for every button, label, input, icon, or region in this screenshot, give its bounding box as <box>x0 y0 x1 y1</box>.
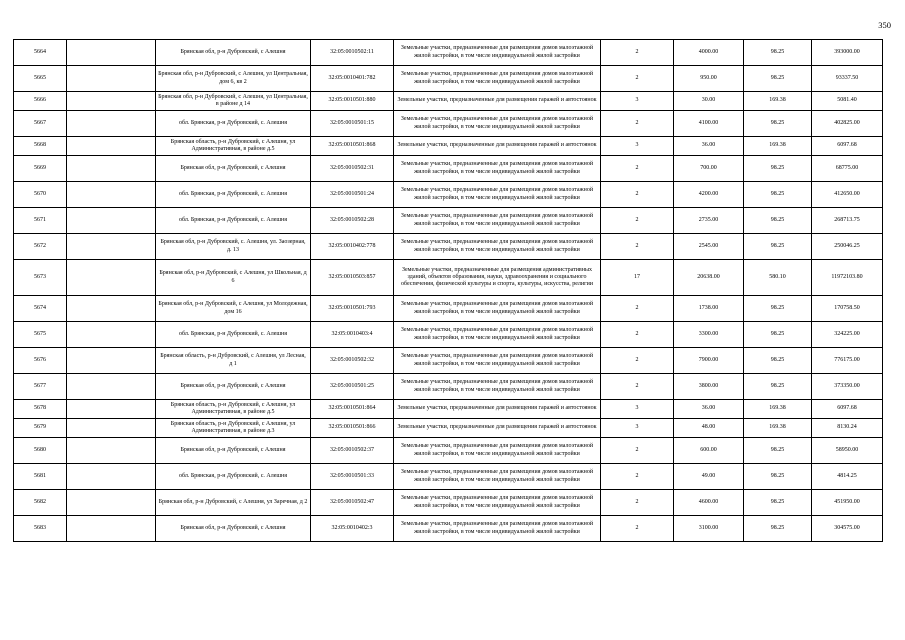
table-row <box>14 322 883 348</box>
area-cell: 7900.00 <box>674 348 744 374</box>
unit-value-cell: 98.25 <box>744 516 812 542</box>
row-number-cell: 5675 <box>14 322 67 348</box>
cadastral-number-cell: 32:05:0010402:3 <box>311 516 394 542</box>
table-row <box>14 111 883 137</box>
land-use-cell: Земельные участки, предназначенные для размещения административных зданий, объектов образования, науки, здравоохранения и социального обеспечения, физической культуры и спорта, культуры, искусства, религии <box>394 260 601 296</box>
group-cell: 17 <box>601 260 674 296</box>
spacer-cell <box>67 40 156 66</box>
cadastral-number-cell: 32:05:0010502:31 <box>311 156 394 182</box>
unit-value-cell: 169.38 <box>744 92 812 111</box>
cadastral-value-cell: 170758.50 <box>812 296 883 322</box>
cadastral-number-cell: 32:05:0010502:11 <box>311 40 394 66</box>
address-cell: обл. Брянская, р-н Дубровский, с. Алешня <box>156 208 311 234</box>
unit-value-cell: 98.25 <box>744 348 812 374</box>
group-cell: 2 <box>601 156 674 182</box>
unit-value-cell: 98.25 <box>744 490 812 516</box>
table-row <box>14 419 883 438</box>
unit-value-cell: 98.25 <box>744 66 812 92</box>
cadastral-value-cell: 93337.50 <box>812 66 883 92</box>
row-number-cell: 5671 <box>14 208 67 234</box>
cadastral-number-cell: 32:05:0010501:864 <box>311 400 394 419</box>
address-cell: Брянская обл, р-н Дубровский, с Алешня, ул Молодежная, дом 16 <box>156 296 311 322</box>
area-cell: 49.00 <box>674 464 744 490</box>
address-cell: обл. Брянская, р-н Дубровский, с. Алешня <box>156 322 311 348</box>
row-number-cell: 5682 <box>14 490 67 516</box>
group-cell: 2 <box>601 374 674 400</box>
page-number: 350 <box>878 20 891 30</box>
cadastral-number-cell: 32:05:0010501:15 <box>311 111 394 137</box>
area-cell: 3300.00 <box>674 322 744 348</box>
table-row <box>14 260 883 296</box>
unit-value-cell: 98.25 <box>744 111 812 137</box>
address-cell: Брянская обл, р-н Дубровский, с Алешня, ул Центральная, дом 6, кв 2 <box>156 66 311 92</box>
row-number-cell: 5679 <box>14 419 67 438</box>
land-use-cell: Земельные участки, предназначенные для размещения домов малоэтажной жилой застройки, в том числе индивидуальной жилой застройки <box>394 182 601 208</box>
area-cell: 600.00 <box>674 438 744 464</box>
address-cell: Брянская обл, р-н Дубровский, с Алешня <box>156 156 311 182</box>
land-use-cell: Земельные участки, предназначенные для размещения домов малоэтажной жилой застройки, в том числе индивидуальной жилой застройки <box>394 438 601 464</box>
cadastral-number-cell: 32:05:0010402:778 <box>311 234 394 260</box>
land-use-cell: Земельные участки, предназначенные для размещения домов малоэтажной жилой застройки, в том числе индивидуальной жилой застройки <box>394 296 601 322</box>
land-use-cell: Земельные участки, предназначенные для размещения гаражей и автостоянок <box>394 400 601 419</box>
land-use-cell: Земельные участки, предназначенные для размещения домов малоэтажной жилой застройки, в том числе индивидуальной жилой застройки <box>394 156 601 182</box>
address-cell: Брянская обл, р-н Дубровский, с. Алешня, ул. Заозерная, д. 13 <box>156 234 311 260</box>
cadastral-number-cell: 32:05:0010501:793 <box>311 296 394 322</box>
area-cell: 48.00 <box>674 419 744 438</box>
land-use-cell: Земельные участки, предназначенные для размещения домов малоэтажной жилой застройки, в том числе индивидуальной жилой застройки <box>394 234 601 260</box>
group-cell: 2 <box>601 348 674 374</box>
row-number-cell: 5683 <box>14 516 67 542</box>
cadastral-value-cell: 402825.00 <box>812 111 883 137</box>
unit-value-cell: 98.25 <box>744 208 812 234</box>
table-body <box>14 40 883 542</box>
cadastral-value-table <box>13 39 883 542</box>
land-use-cell: Земельные участки, предназначенные для размещения домов малоэтажной жилой застройки, в том числе индивидуальной жилой застройки <box>394 464 601 490</box>
spacer-cell <box>67 234 156 260</box>
cadastral-number-cell: 32:05:0010501:868 <box>311 137 394 156</box>
group-cell: 3 <box>601 137 674 156</box>
row-number-cell: 5668 <box>14 137 67 156</box>
cadastral-value-cell: 4814.25 <box>812 464 883 490</box>
cadastral-number-cell: 32:05:0010501:25 <box>311 374 394 400</box>
spacer-cell <box>67 400 156 419</box>
cadastral-number-cell: 32:05:0010503:857 <box>311 260 394 296</box>
area-cell: 2545.00 <box>674 234 744 260</box>
table-row <box>14 182 883 208</box>
cadastral-number-cell: 32:05:0010502:32 <box>311 348 394 374</box>
row-number-cell: 5672 <box>14 234 67 260</box>
area-cell: 3100.00 <box>674 516 744 542</box>
area-cell: 1738.00 <box>674 296 744 322</box>
cadastral-value-cell: 324225.00 <box>812 322 883 348</box>
group-cell: 3 <box>601 419 674 438</box>
table-row <box>14 156 883 182</box>
cadastral-number-cell: 32:05:0010502:47 <box>311 490 394 516</box>
address-cell: Брянская область, р-н Дубровский, с Алешня, ул Административная, в районе д.3 <box>156 419 311 438</box>
group-cell: 3 <box>601 400 674 419</box>
unit-value-cell: 169.38 <box>744 400 812 419</box>
row-number-cell: 5678 <box>14 400 67 419</box>
table-row <box>14 66 883 92</box>
spacer-cell <box>67 490 156 516</box>
spacer-cell <box>67 438 156 464</box>
land-use-cell: Земельные участки, предназначенные для размещения гаражей и автостоянок <box>394 92 601 111</box>
cadastral-value-cell: 11972103.80 <box>812 260 883 296</box>
cadastral-value-cell: 5081.40 <box>812 92 883 111</box>
cadastral-value-cell: 451950.00 <box>812 490 883 516</box>
cadastral-number-cell: 32:05:0010502:28 <box>311 208 394 234</box>
land-use-cell: Земельные участки, предназначенные для размещения домов малоэтажной жилой застройки, в том числе индивидуальной жилой застройки <box>394 348 601 374</box>
spacer-cell <box>67 260 156 296</box>
unit-value-cell: 98.25 <box>744 156 812 182</box>
row-number-cell: 5669 <box>14 156 67 182</box>
unit-value-cell: 98.25 <box>744 234 812 260</box>
land-use-cell: Земельные участки, предназначенные для размещения гаражей и автостоянок <box>394 419 601 438</box>
row-number-cell: 5681 <box>14 464 67 490</box>
area-cell: 30.00 <box>674 92 744 111</box>
table-row <box>14 208 883 234</box>
unit-value-cell: 98.25 <box>744 322 812 348</box>
spacer-cell <box>67 296 156 322</box>
group-cell: 2 <box>601 111 674 137</box>
spacer-cell <box>67 516 156 542</box>
area-cell: 4600.00 <box>674 490 744 516</box>
area-cell: 2735.00 <box>674 208 744 234</box>
area-cell: 950.00 <box>674 66 744 92</box>
land-use-cell: Земельные участки, предназначенные для размещения домов малоэтажной жилой застройки, в том числе индивидуальной жилой застройки <box>394 208 601 234</box>
row-number-cell: 5677 <box>14 374 67 400</box>
spacer-cell <box>67 322 156 348</box>
row-number-cell: 5674 <box>14 296 67 322</box>
unit-value-cell: 98.25 <box>744 464 812 490</box>
spacer-cell <box>67 66 156 92</box>
cadastral-value-cell: 373350.00 <box>812 374 883 400</box>
cadastral-number-cell: 32:05:0010501:33 <box>311 464 394 490</box>
address-cell: Брянская обл, р-н Дубровский, с Алешня, ул Школьная, д 6 <box>156 260 311 296</box>
spacer-cell <box>67 111 156 137</box>
table-row <box>14 490 883 516</box>
group-cell: 2 <box>601 296 674 322</box>
row-number-cell: 5664 <box>14 40 67 66</box>
group-cell: 2 <box>601 438 674 464</box>
land-use-cell: Земельные участки, предназначенные для размещения домов малоэтажной жилой застройки, в том числе индивидуальной жилой застройки <box>394 374 601 400</box>
unit-value-cell: 98.25 <box>744 374 812 400</box>
cadastral-value-cell: 6097.68 <box>812 137 883 156</box>
spacer-cell <box>67 208 156 234</box>
row-number-cell: 5665 <box>14 66 67 92</box>
row-number-cell: 5680 <box>14 438 67 464</box>
group-cell: 2 <box>601 40 674 66</box>
unit-value-cell: 98.25 <box>744 40 812 66</box>
area-cell: 4200.00 <box>674 182 744 208</box>
cadastral-value-cell: 58950.00 <box>812 438 883 464</box>
group-cell: 2 <box>601 322 674 348</box>
unit-value-cell: 98.25 <box>744 182 812 208</box>
unit-value-cell: 169.38 <box>744 419 812 438</box>
table-row <box>14 296 883 322</box>
address-cell: обл. Брянская, р-н Дубровский, с. Алешня <box>156 182 311 208</box>
area-cell: 20638.00 <box>674 260 744 296</box>
cadastral-value-cell: 6097.68 <box>812 400 883 419</box>
spacer-cell <box>67 419 156 438</box>
address-cell: Брянская область, р-н Дубровский, с Алешня, ул Лесная, д 1 <box>156 348 311 374</box>
cadastral-value-cell: 412650.00 <box>812 182 883 208</box>
table-row <box>14 516 883 542</box>
land-use-cell: Земельные участки, предназначенные для размещения домов малоэтажной жилой застройки, в том числе индивидуальной жилой застройки <box>394 322 601 348</box>
land-use-cell: Земельные участки, предназначенные для размещения домов малоэтажной жилой застройки, в том числе индивидуальной жилой застройки <box>394 66 601 92</box>
table-row <box>14 438 883 464</box>
cadastral-number-cell: 32:05:0010502:37 <box>311 438 394 464</box>
group-cell: 3 <box>601 92 674 111</box>
unit-value-cell: 98.25 <box>744 296 812 322</box>
cadastral-value-cell: 304575.00 <box>812 516 883 542</box>
cadastral-value-cell: 250046.25 <box>812 234 883 260</box>
table-row <box>14 348 883 374</box>
address-cell: Брянская область, р-н Дубровский, с Алешня, ул Административная, в районе д.5 <box>156 400 311 419</box>
address-cell: обл. Брянская, р-н Дубровский, с. Алешня <box>156 111 311 137</box>
row-number-cell: 5667 <box>14 111 67 137</box>
land-use-cell: Земельные участки, предназначенные для размещения гаражей и автостоянок <box>394 137 601 156</box>
cadastral-number-cell: 32:05:0010401:782 <box>311 66 394 92</box>
spacer-cell <box>67 182 156 208</box>
table-row <box>14 137 883 156</box>
group-cell: 2 <box>601 490 674 516</box>
row-number-cell: 5673 <box>14 260 67 296</box>
area-cell: 36.00 <box>674 137 744 156</box>
unit-value-cell: 98.25 <box>744 438 812 464</box>
spacer-cell <box>67 156 156 182</box>
spacer-cell <box>67 374 156 400</box>
land-use-cell: Земельные участки, предназначенные для размещения домов малоэтажной жилой застройки, в том числе индивидуальной жилой застройки <box>394 111 601 137</box>
group-cell: 2 <box>601 234 674 260</box>
area-cell: 4000.00 <box>674 40 744 66</box>
unit-value-cell: 580.10 <box>744 260 812 296</box>
row-number-cell: 5676 <box>14 348 67 374</box>
table-row <box>14 374 883 400</box>
spacer-cell <box>67 137 156 156</box>
table-row <box>14 400 883 419</box>
table-row <box>14 234 883 260</box>
address-cell: Брянская обл, р-н Дубровский, с Алешня <box>156 374 311 400</box>
address-cell: Брянская обл, р-н Дубровский, с Алешня <box>156 516 311 542</box>
spacer-cell <box>67 464 156 490</box>
cadastral-number-cell: 32:05:0010501:866 <box>311 419 394 438</box>
group-cell: 2 <box>601 464 674 490</box>
table-row <box>14 464 883 490</box>
group-cell: 2 <box>601 66 674 92</box>
address-cell: Брянская обл, р-н Дубровский, с Алешня, ул Заречная, д 2 <box>156 490 311 516</box>
land-use-cell: Земельные участки, предназначенные для размещения домов малоэтажной жилой застройки, в том числе индивидуальной жилой застройки <box>394 490 601 516</box>
spacer-cell <box>67 92 156 111</box>
land-use-cell: Земельные участки, предназначенные для размещения домов малоэтажной жилой застройки, в том числе индивидуальной жилой застройки <box>394 516 601 542</box>
cadastral-value-cell: 776175.00 <box>812 348 883 374</box>
address-cell: Брянская обл, р-н Дубровский, с Алешня <box>156 438 311 464</box>
address-cell: Брянская область, р-н Дубровский, с Алешня, ул Административная, в районе д.5 <box>156 137 311 156</box>
area-cell: 36.00 <box>674 400 744 419</box>
group-cell: 2 <box>601 516 674 542</box>
group-cell: 2 <box>601 208 674 234</box>
table-row <box>14 92 883 111</box>
group-cell: 2 <box>601 182 674 208</box>
cadastral-number-cell: 32:05:0010501:880 <box>311 92 394 111</box>
table-row <box>14 40 883 66</box>
cadastral-number-cell: 32:05:0010501:24 <box>311 182 394 208</box>
cadastral-value-cell: 68775.00 <box>812 156 883 182</box>
cadastral-number-cell: 32:05:0010403:4 <box>311 322 394 348</box>
unit-value-cell: 169.38 <box>744 137 812 156</box>
address-cell: Брянская обл, р-н Дубровский, с Алешня, ул Центральная, в районе д 14 <box>156 92 311 111</box>
cadastral-value-cell: 268713.75 <box>812 208 883 234</box>
cadastral-value-cell: 8130.24 <box>812 419 883 438</box>
spacer-cell <box>67 348 156 374</box>
land-use-cell: Земельные участки, предназначенные для размещения домов малоэтажной жилой застройки, в том числе индивидуальной жилой застройки <box>394 40 601 66</box>
area-cell: 4100.00 <box>674 111 744 137</box>
row-number-cell: 5670 <box>14 182 67 208</box>
area-cell: 700.00 <box>674 156 744 182</box>
cadastral-value-cell: 393000.00 <box>812 40 883 66</box>
address-cell: обл. Брянская, р-н Дубровский, с. Алешня <box>156 464 311 490</box>
address-cell: Брянская обл, р-н Дубровский, с Алешня <box>156 40 311 66</box>
row-number-cell: 5666 <box>14 92 67 111</box>
area-cell: 3800.00 <box>674 374 744 400</box>
